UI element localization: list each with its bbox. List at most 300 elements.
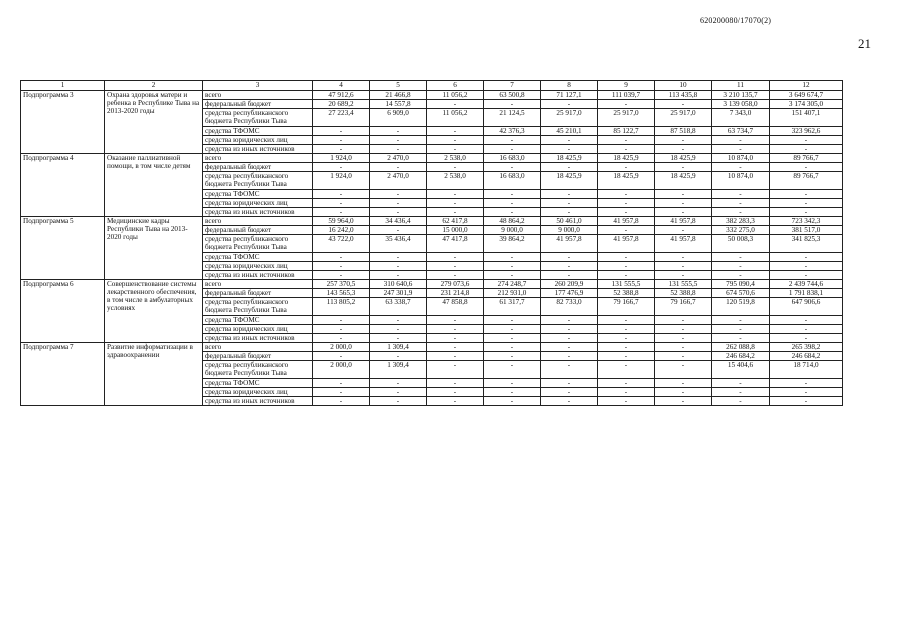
funding-source: средства республиканского бюджета Республики Тыва	[203, 361, 313, 379]
amount-cell: -	[370, 163, 427, 172]
amount-cell: -	[770, 316, 843, 325]
amount-cell: 674 570,6	[712, 289, 770, 298]
amount-cell: -	[484, 325, 541, 334]
amount-cell: -	[484, 262, 541, 271]
subprogram-name: Медицинские кадры Республики Тыва на 2013-2020 годы	[105, 217, 203, 280]
amount-cell: -	[427, 136, 484, 145]
amount-cell: -	[541, 145, 598, 154]
amount-cell: -	[598, 379, 655, 388]
table-row	[21, 343, 843, 352]
amount-cell: 1 309,4	[370, 343, 427, 352]
amount-cell: -	[598, 163, 655, 172]
amount-cell: -	[712, 199, 770, 208]
amount-cell: 11 056,2	[427, 91, 484, 100]
subprogram-label: Подпрограмма 5	[21, 217, 105, 280]
amount-cell: 341 825,3	[770, 235, 843, 253]
amount-cell: 15 404,6	[712, 361, 770, 379]
amount-cell: 43 722,0	[313, 235, 370, 253]
amount-cell: -	[370, 325, 427, 334]
amount-cell: -	[370, 190, 427, 199]
amount-cell: 382 283,3	[712, 217, 770, 226]
amount-cell: -	[541, 325, 598, 334]
amount-cell: -	[541, 253, 598, 262]
amount-cell: -	[598, 190, 655, 199]
amount-cell: -	[598, 136, 655, 145]
amount-cell: -	[541, 388, 598, 397]
amount-cell: 63 338,7	[370, 298, 427, 316]
amount-cell: -	[313, 271, 370, 280]
funding-source: средства ТФОМС	[203, 253, 313, 262]
amount-cell: 62 417,8	[427, 217, 484, 226]
amount-cell: 18 425,9	[598, 154, 655, 163]
amount-cell: 247 301,9	[370, 289, 427, 298]
amount-cell: -	[770, 379, 843, 388]
amount-cell: -	[655, 100, 712, 109]
funding-source: средства из иных источников	[203, 334, 313, 343]
amount-cell: 10 874,0	[712, 154, 770, 163]
amount-cell: -	[541, 190, 598, 199]
amount-cell: -	[655, 253, 712, 262]
amount-cell: -	[770, 190, 843, 199]
amount-cell: -	[655, 271, 712, 280]
amount-cell: -	[712, 397, 770, 406]
amount-cell: -	[370, 397, 427, 406]
amount-cell: -	[484, 100, 541, 109]
table-row	[21, 217, 843, 226]
column-header: 4	[313, 81, 370, 91]
amount-cell: 16 242,0	[313, 226, 370, 235]
amount-cell: 45 210,1	[541, 127, 598, 136]
amount-cell: -	[427, 361, 484, 379]
amount-cell: -	[541, 397, 598, 406]
amount-cell: -	[427, 334, 484, 343]
amount-cell: -	[484, 145, 541, 154]
amount-cell: 260 209,9	[541, 280, 598, 289]
amount-cell: 41 957,8	[598, 235, 655, 253]
amount-cell: -	[598, 145, 655, 154]
amount-cell: -	[712, 271, 770, 280]
amount-cell: 48 864,2	[484, 217, 541, 226]
amount-cell: -	[427, 343, 484, 352]
funding-source: всего	[203, 280, 313, 289]
amount-cell: 2 000,0	[313, 361, 370, 379]
funding-source: средства ТФОМС	[203, 316, 313, 325]
subprogram-label: Подпрограмма 6	[21, 280, 105, 343]
amount-cell: -	[370, 199, 427, 208]
amount-cell: 41 957,8	[655, 217, 712, 226]
amount-cell: -	[655, 388, 712, 397]
amount-cell: 1 924,0	[313, 154, 370, 163]
amount-cell: 35 436,4	[370, 235, 427, 253]
amount-cell: -	[427, 352, 484, 361]
funding-source: средства республиканского бюджета Республики Тыва	[203, 109, 313, 127]
amount-cell: -	[655, 226, 712, 235]
amount-cell: -	[598, 226, 655, 235]
amount-cell: -	[712, 316, 770, 325]
funding-source: средства из иных источников	[203, 145, 313, 154]
amount-cell: -	[712, 334, 770, 343]
column-number-row	[21, 81, 843, 91]
amount-cell: -	[484, 343, 541, 352]
amount-cell: -	[598, 253, 655, 262]
amount-cell: 231 214,8	[427, 289, 484, 298]
amount-cell: 20 689,2	[313, 100, 370, 109]
amount-cell: -	[370, 208, 427, 217]
column-header: 7	[484, 81, 541, 91]
amount-cell: 14 557,8	[370, 100, 427, 109]
subprogram-label: Подпрограмма 7	[21, 343, 105, 406]
amount-cell: -	[770, 145, 843, 154]
funding-source: средства юридических лиц	[203, 262, 313, 271]
funding-source: средства республиканского бюджета Республики Тыва	[203, 172, 313, 190]
amount-cell: -	[541, 361, 598, 379]
amount-cell: 177 476,9	[541, 289, 598, 298]
funding-source: средства из иных источников	[203, 271, 313, 280]
amount-cell: -	[655, 352, 712, 361]
amount-cell: 21 466,8	[370, 91, 427, 100]
amount-cell: 27 223,4	[313, 109, 370, 127]
amount-cell: -	[484, 208, 541, 217]
funding-source: всего	[203, 91, 313, 100]
table-row	[21, 91, 843, 100]
amount-cell: -	[313, 136, 370, 145]
funding-source: средства ТФОМС	[203, 127, 313, 136]
amount-cell: 79 166,7	[598, 298, 655, 316]
amount-cell: 59 964,0	[313, 217, 370, 226]
amount-cell: -	[370, 136, 427, 145]
amount-cell: -	[655, 199, 712, 208]
amount-cell: 25 917,0	[655, 109, 712, 127]
funding-source: средства ТФОМС	[203, 190, 313, 199]
amount-cell: 3 174 305,0	[770, 100, 843, 109]
amount-cell: 246 684,2	[770, 352, 843, 361]
amount-cell: -	[370, 127, 427, 136]
funding-source: всего	[203, 217, 313, 226]
amount-cell: -	[770, 136, 843, 145]
amount-cell: 85 122,7	[598, 127, 655, 136]
amount-cell: -	[712, 163, 770, 172]
amount-cell: 18 425,9	[655, 154, 712, 163]
amount-cell: -	[770, 163, 843, 172]
amount-cell: -	[598, 100, 655, 109]
amount-cell: -	[655, 316, 712, 325]
funding-source: федеральный бюджет	[203, 163, 313, 172]
amount-cell: -	[313, 388, 370, 397]
table-row	[21, 280, 843, 289]
amount-cell: 262 088,8	[712, 343, 770, 352]
column-header: 3	[203, 81, 313, 91]
column-header: 5	[370, 81, 427, 91]
column-header: 12	[770, 81, 843, 91]
amount-cell: 16 683,0	[484, 172, 541, 190]
amount-cell: -	[370, 334, 427, 343]
amount-cell: 274 248,7	[484, 280, 541, 289]
amount-cell: 42 376,3	[484, 127, 541, 136]
amount-cell: -	[655, 397, 712, 406]
amount-cell: 47 417,8	[427, 235, 484, 253]
funding-source: средства юридических лиц	[203, 136, 313, 145]
amount-cell: -	[313, 199, 370, 208]
amount-cell: -	[770, 262, 843, 271]
amount-cell: 246 684,2	[712, 352, 770, 361]
amount-cell: 131 555,5	[598, 280, 655, 289]
amount-cell: 39 864,2	[484, 235, 541, 253]
amount-cell: -	[313, 190, 370, 199]
amount-cell: 279 073,6	[427, 280, 484, 289]
funding-source: федеральный бюджет	[203, 352, 313, 361]
amount-cell: -	[655, 145, 712, 154]
funding-source: средства ТФОМС	[203, 379, 313, 388]
amount-cell: -	[712, 208, 770, 217]
amount-cell: -	[427, 145, 484, 154]
amount-cell: -	[484, 316, 541, 325]
amount-cell: -	[598, 352, 655, 361]
amount-cell: -	[655, 262, 712, 271]
amount-cell: 41 957,8	[598, 217, 655, 226]
amount-cell: -	[313, 316, 370, 325]
amount-cell: -	[427, 271, 484, 280]
amount-cell: 381 517,0	[770, 226, 843, 235]
amount-cell: -	[598, 361, 655, 379]
amount-cell: 10 874,0	[712, 172, 770, 190]
amount-cell: -	[370, 253, 427, 262]
funding-source: всего	[203, 343, 313, 352]
budget-table	[20, 80, 843, 406]
amount-cell: -	[655, 334, 712, 343]
amount-cell: -	[313, 163, 370, 172]
amount-cell: 9 000,0	[541, 226, 598, 235]
amount-cell: -	[541, 343, 598, 352]
subprogram-name: Оказание паллиативной помощи, в том числе детям	[105, 154, 203, 217]
amount-cell: 2 000,0	[313, 343, 370, 352]
amount-cell: -	[484, 190, 541, 199]
amount-cell: -	[370, 145, 427, 154]
amount-cell: -	[770, 253, 843, 262]
amount-cell: -	[598, 316, 655, 325]
amount-cell: -	[712, 190, 770, 199]
amount-cell: -	[427, 325, 484, 334]
amount-cell: -	[655, 190, 712, 199]
amount-cell: 265 398,2	[770, 343, 843, 352]
amount-cell: -	[484, 271, 541, 280]
subprogram-label: Подпрограмма 3	[21, 91, 105, 154]
funding-source: средства юридических лиц	[203, 199, 313, 208]
amount-cell: -	[313, 325, 370, 334]
amount-cell: -	[370, 262, 427, 271]
amount-cell: -	[541, 271, 598, 280]
amount-cell: 41 957,8	[541, 235, 598, 253]
amount-cell: 63 500,8	[484, 91, 541, 100]
amount-cell: -	[598, 325, 655, 334]
amount-cell: -	[370, 352, 427, 361]
amount-cell: 89 766,7	[770, 172, 843, 190]
amount-cell: 18 714,0	[770, 361, 843, 379]
amount-cell: 79 166,7	[655, 298, 712, 316]
amount-cell: 89 766,7	[770, 154, 843, 163]
table-row	[21, 154, 843, 163]
amount-cell: -	[655, 343, 712, 352]
amount-cell: -	[484, 352, 541, 361]
column-header: 11	[712, 81, 770, 91]
column-header: 8	[541, 81, 598, 91]
funding-source: средства юридических лиц	[203, 388, 313, 397]
amount-cell: 1 309,4	[370, 361, 427, 379]
amount-cell: -	[427, 100, 484, 109]
funding-source: средства из иных источников	[203, 208, 313, 217]
amount-cell: 18 425,9	[655, 172, 712, 190]
amount-cell: -	[655, 208, 712, 217]
amount-cell: -	[541, 100, 598, 109]
amount-cell: -	[313, 397, 370, 406]
amount-cell: -	[655, 163, 712, 172]
subprogram-name: Совершенствование системы лекарственного обеспечения, в том числе в амбулаторных условиях	[105, 280, 203, 343]
funding-source: федеральный бюджет	[203, 289, 313, 298]
amount-cell: 3 649 674,7	[770, 91, 843, 100]
amount-cell: 2 439 744,6	[770, 280, 843, 289]
amount-cell: -	[484, 379, 541, 388]
amount-cell: 11 056,2	[427, 109, 484, 127]
amount-cell: 1 791 838,1	[770, 289, 843, 298]
amount-cell: -	[598, 343, 655, 352]
amount-cell: 723 342,3	[770, 217, 843, 226]
amount-cell: -	[598, 271, 655, 280]
funding-source: федеральный бюджет	[203, 226, 313, 235]
amount-cell: -	[427, 127, 484, 136]
amount-cell: -	[370, 379, 427, 388]
amount-cell: 2 470,0	[370, 154, 427, 163]
amount-cell: -	[541, 136, 598, 145]
amount-cell: -	[712, 262, 770, 271]
amount-cell: -	[770, 388, 843, 397]
amount-cell: -	[655, 361, 712, 379]
amount-cell: -	[313, 127, 370, 136]
amount-cell: -	[484, 163, 541, 172]
amount-cell: 82 733,0	[541, 298, 598, 316]
amount-cell: 2 538,0	[427, 172, 484, 190]
amount-cell: -	[427, 262, 484, 271]
amount-cell: 71 127,1	[541, 91, 598, 100]
subprogram-name: Развитие информатизации в здравоохранении	[105, 343, 203, 406]
amount-cell: 52 388,8	[598, 289, 655, 298]
amount-cell: -	[770, 325, 843, 334]
amount-cell: 257 370,5	[313, 280, 370, 289]
amount-cell: 131 555,5	[655, 280, 712, 289]
amount-cell: -	[712, 379, 770, 388]
funding-source: средства республиканского бюджета Республики Тыва	[203, 298, 313, 316]
amount-cell: -	[598, 262, 655, 271]
amount-cell: -	[484, 199, 541, 208]
funding-source: средства юридических лиц	[203, 325, 313, 334]
amount-cell: 50 008,3	[712, 235, 770, 253]
subprogram-name: Охрана здоровья матери и ребенка в Республике Тыва на 2013-2020 годы	[105, 91, 203, 154]
amount-cell: -	[427, 190, 484, 199]
amount-cell: -	[541, 379, 598, 388]
amount-cell: -	[484, 397, 541, 406]
amount-cell: 795 090,4	[712, 280, 770, 289]
amount-cell: -	[541, 163, 598, 172]
amount-cell: -	[427, 388, 484, 397]
amount-cell: -	[427, 253, 484, 262]
document-id: 620200080/17070(2)	[700, 16, 772, 25]
column-header: 9	[598, 81, 655, 91]
amount-cell: 113 805,2	[313, 298, 370, 316]
amount-cell: -	[427, 379, 484, 388]
funding-source: всего	[203, 154, 313, 163]
column-header: 6	[427, 81, 484, 91]
amount-cell: 87 518,8	[655, 127, 712, 136]
amount-cell: -	[427, 397, 484, 406]
amount-cell: -	[370, 271, 427, 280]
amount-cell: -	[598, 397, 655, 406]
amount-cell: 16 683,0	[484, 154, 541, 163]
amount-cell: -	[541, 208, 598, 217]
amount-cell: -	[427, 208, 484, 217]
amount-cell: 3 139 058,0	[712, 100, 770, 109]
amount-cell: 1 924,0	[313, 172, 370, 190]
amount-cell: 47 858,8	[427, 298, 484, 316]
amount-cell: -	[541, 316, 598, 325]
amount-cell: -	[370, 316, 427, 325]
amount-cell: -	[541, 199, 598, 208]
amount-cell: -	[712, 253, 770, 262]
amount-cell: 34 436,4	[370, 217, 427, 226]
funding-source: средства из иных источников	[203, 397, 313, 406]
amount-cell: 6 909,0	[370, 109, 427, 127]
amount-cell: -	[598, 334, 655, 343]
page-number: 21	[858, 36, 871, 51]
amount-cell: -	[313, 253, 370, 262]
amount-cell: 2 538,0	[427, 154, 484, 163]
amount-cell: 25 917,0	[541, 109, 598, 127]
amount-cell: -	[655, 136, 712, 145]
amount-cell: 111 039,7	[598, 91, 655, 100]
amount-cell: -	[313, 352, 370, 361]
amount-cell: -	[712, 388, 770, 397]
amount-cell: 18 425,9	[541, 154, 598, 163]
amount-cell: -	[541, 334, 598, 343]
amount-cell: 120 519,8	[712, 298, 770, 316]
amount-cell: 113 435,8	[655, 91, 712, 100]
amount-cell: -	[655, 325, 712, 334]
amount-cell: 21 124,5	[484, 109, 541, 127]
column-header: 10	[655, 81, 712, 91]
amount-cell: -	[313, 208, 370, 217]
amount-cell: -	[427, 163, 484, 172]
amount-cell: -	[313, 334, 370, 343]
amount-cell: -	[770, 397, 843, 406]
amount-cell: 7 343,0	[712, 109, 770, 127]
amount-cell: -	[484, 388, 541, 397]
amount-cell: -	[370, 388, 427, 397]
amount-cell: 151 407,1	[770, 109, 843, 127]
amount-cell: 332 275,0	[712, 226, 770, 235]
amount-cell: 18 425,9	[541, 172, 598, 190]
amount-cell: -	[541, 352, 598, 361]
amount-cell: -	[770, 271, 843, 280]
funding-source: средства республиканского бюджета Республики Тыва	[203, 235, 313, 253]
amount-cell: 212 931,0	[484, 289, 541, 298]
amount-cell: -	[598, 199, 655, 208]
column-header: 2	[105, 81, 203, 91]
amount-cell: 15 000,0	[427, 226, 484, 235]
amount-cell: -	[484, 253, 541, 262]
amount-cell: -	[484, 361, 541, 379]
amount-cell: 9 000,0	[484, 226, 541, 235]
amount-cell: 63 734,7	[712, 127, 770, 136]
funding-source: федеральный бюджет	[203, 100, 313, 109]
amount-cell: 18 425,9	[598, 172, 655, 190]
amount-cell: 3 210 135,7	[712, 91, 770, 100]
